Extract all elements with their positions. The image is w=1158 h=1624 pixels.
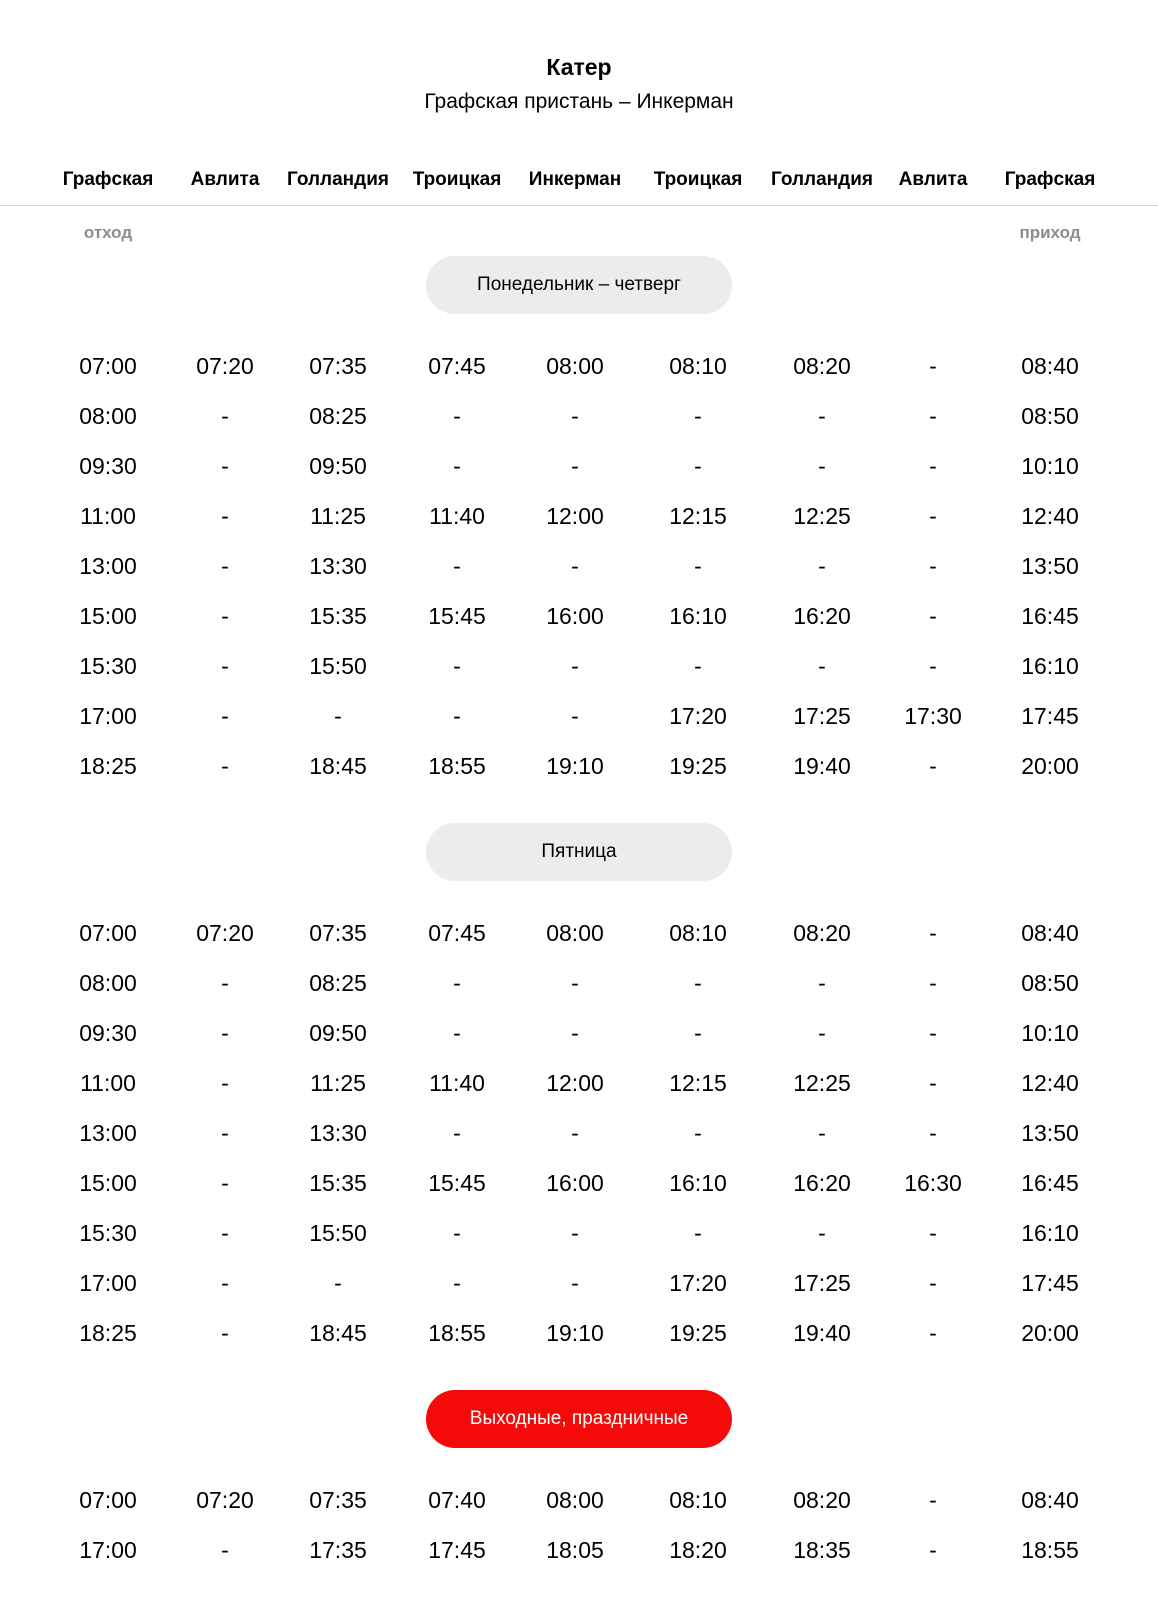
departure-label: отход (83, 223, 133, 242)
time-cell: - (929, 1487, 937, 1513)
time-cell: - (929, 553, 937, 579)
time-cell: 07:35 (309, 1487, 367, 1513)
time-cell: - (453, 970, 461, 996)
time-cell: - (818, 553, 826, 579)
time-cell: 08:20 (793, 920, 851, 946)
time-cell: - (929, 503, 937, 529)
time-cell: 16:45 (1021, 603, 1079, 629)
station-header: Графская (62, 169, 154, 190)
time-cell: 08:00 (546, 920, 604, 946)
station-header: Графская (1004, 169, 1096, 190)
time-cell: 17:45 (1021, 703, 1079, 729)
time-cell: 07:35 (309, 920, 367, 946)
time-cell: 19:25 (669, 1320, 727, 1346)
time-cell: - (221, 753, 229, 779)
time-cell: 09:30 (79, 453, 137, 479)
time-cell: 17:00 (79, 703, 137, 729)
station-header: Троицкая (653, 169, 743, 190)
time-cell: 17:25 (793, 703, 851, 729)
time-cell: 13:50 (1021, 1120, 1079, 1146)
time-cell: - (221, 1270, 229, 1296)
time-cell: 11:40 (429, 1070, 485, 1096)
time-cell: - (818, 403, 826, 429)
time-cell: - (334, 703, 342, 729)
time-cell: 08:25 (309, 970, 367, 996)
time-cell: 07:00 (79, 353, 137, 379)
time-cell: - (453, 553, 461, 579)
time-cell: 08:50 (1021, 403, 1079, 429)
time-cell: 16:20 (793, 1170, 851, 1196)
time-cell: 15:50 (309, 653, 367, 679)
station-header: Инкерман (528, 169, 622, 190)
time-cell: 18:05 (546, 1537, 604, 1563)
time-cell: - (571, 970, 579, 996)
time-cell: 18:35 (793, 1537, 851, 1563)
time-cell: 08:50 (1021, 970, 1079, 996)
time-cell: - (221, 703, 229, 729)
time-cell: - (453, 1220, 461, 1246)
time-cell: 07:00 (79, 1487, 137, 1513)
time-cell: 08:40 (1021, 1487, 1079, 1513)
time-cell: - (929, 1320, 937, 1346)
time-cell: 09:50 (309, 453, 367, 479)
time-cell: 19:25 (669, 753, 727, 779)
time-cell: - (571, 703, 579, 729)
day-type-pill: Пятница (426, 823, 732, 881)
time-cell: 17:00 (79, 1270, 137, 1296)
route-subtitle: Графская пристань – Инкерман (424, 90, 734, 113)
time-cell: - (818, 1120, 826, 1146)
time-cell: 07:20 (196, 353, 254, 379)
time-cell: 15:00 (79, 603, 137, 629)
time-cell: 13:30 (309, 553, 367, 579)
time-cell: 08:00 (546, 1487, 604, 1513)
time-cell: - (453, 653, 461, 679)
time-cell: 09:50 (309, 1020, 367, 1046)
time-cell: - (221, 1170, 229, 1196)
time-cell: 15:50 (309, 1220, 367, 1246)
station-header-row (0, 166, 1158, 194)
time-cell: - (694, 653, 702, 679)
time-cell: 18:20 (669, 1537, 727, 1563)
station-header: Троицкая (412, 169, 502, 190)
time-cell: 15:45 (428, 1170, 486, 1196)
time-cell: - (571, 403, 579, 429)
time-cell: 08:25 (309, 403, 367, 429)
time-cell: 07:45 (428, 920, 486, 946)
station-header: Голландия (771, 169, 873, 190)
time-cell: - (818, 970, 826, 996)
time-cell: - (694, 453, 702, 479)
time-cell: - (221, 453, 229, 479)
time-cell: - (221, 403, 229, 429)
page-title: Катер (546, 54, 612, 80)
time-cell: - (571, 1220, 579, 1246)
time-cell: 17:20 (669, 1270, 727, 1296)
time-cell: - (571, 1020, 579, 1046)
time-cell: 08:00 (79, 970, 137, 996)
time-cell: - (453, 703, 461, 729)
time-cell: 08:10 (669, 353, 727, 379)
time-cell: 07:45 (428, 353, 486, 379)
time-cell: 18:25 (79, 753, 137, 779)
time-cell: 16:10 (669, 1170, 727, 1196)
time-cell: 19:10 (546, 1320, 604, 1346)
time-cell: 17:35 (309, 1537, 367, 1563)
time-cell: 16:30 (904, 1170, 962, 1196)
time-cell: 08:40 (1021, 920, 1079, 946)
time-cell: 07:00 (79, 920, 137, 946)
time-cell: - (929, 403, 937, 429)
time-cell: - (929, 1120, 937, 1146)
time-cell: 07:40 (428, 1487, 486, 1513)
time-cell: - (571, 553, 579, 579)
time-cell: 11:25 (310, 503, 366, 529)
time-cell: 18:25 (79, 1320, 137, 1346)
time-cell: - (571, 453, 579, 479)
time-cell: - (221, 1120, 229, 1146)
time-cell: - (221, 1020, 229, 1046)
time-cell: - (694, 1120, 702, 1146)
time-cell: - (221, 1070, 229, 1096)
time-cell: 16:00 (546, 1170, 604, 1196)
time-cell: - (453, 453, 461, 479)
time-cell: 08:00 (79, 403, 137, 429)
time-cell: 13:00 (79, 553, 137, 579)
time-cell: 20:00 (1021, 753, 1079, 779)
time-cell: 11:00 (80, 503, 136, 529)
time-cell: 17:25 (793, 1270, 851, 1296)
time-cell: 07:35 (309, 353, 367, 379)
time-cell: - (453, 1120, 461, 1146)
time-cell: - (929, 353, 937, 379)
time-cell: 08:20 (793, 1487, 851, 1513)
time-cell: 20:00 (1021, 1320, 1079, 1346)
header-divider (0, 205, 1158, 206)
time-cell: 13:30 (309, 1120, 367, 1146)
time-cell: 12:25 (793, 503, 851, 529)
time-cell: 12:40 (1021, 1070, 1079, 1096)
time-cell: 19:40 (793, 1320, 851, 1346)
time-cell: 11:00 (80, 1070, 136, 1096)
time-cell: 08:10 (669, 1487, 727, 1513)
time-cell: - (694, 403, 702, 429)
time-cell: 12:00 (546, 1070, 604, 1096)
time-cell: - (929, 603, 937, 629)
time-cell: 15:45 (428, 603, 486, 629)
time-cell: 18:55 (428, 753, 486, 779)
time-cell: - (818, 1020, 826, 1046)
time-cell: 15:00 (79, 1170, 137, 1196)
time-cell: 15:35 (309, 1170, 367, 1196)
time-cell: - (929, 453, 937, 479)
time-cell: 12:00 (546, 503, 604, 529)
time-cell: 08:20 (793, 353, 851, 379)
time-cell: - (694, 1220, 702, 1246)
station-header: Авлита (190, 169, 260, 190)
time-cell: - (929, 1220, 937, 1246)
time-cell: 15:30 (79, 1220, 137, 1246)
time-cell: 16:45 (1021, 1170, 1079, 1196)
time-cell: - (929, 1070, 937, 1096)
time-cell: 08:10 (669, 920, 727, 946)
time-cell: 17:30 (904, 703, 962, 729)
time-cell: 11:40 (429, 503, 485, 529)
time-cell: 16:00 (546, 603, 604, 629)
time-cell: 17:00 (79, 1537, 137, 1563)
time-cell: 08:40 (1021, 353, 1079, 379)
time-cell: 13:50 (1021, 553, 1079, 579)
time-cell: - (929, 753, 937, 779)
time-cell: 12:25 (793, 1070, 851, 1096)
time-cell: - (221, 1320, 229, 1346)
time-cell: - (221, 553, 229, 579)
time-cell: - (929, 1270, 937, 1296)
time-cell: 07:20 (196, 920, 254, 946)
time-cell: 11:25 (310, 1070, 366, 1096)
time-cell: - (929, 1537, 937, 1563)
time-cell: - (221, 970, 229, 996)
time-cell: 18:55 (428, 1320, 486, 1346)
time-cell: - (694, 553, 702, 579)
time-cell: - (818, 653, 826, 679)
time-cell: 16:20 (793, 603, 851, 629)
time-cell: 17:45 (1021, 1270, 1079, 1296)
time-cell: 15:30 (79, 653, 137, 679)
time-cell: - (694, 1020, 702, 1046)
time-cell: - (929, 1020, 937, 1046)
time-cell: - (221, 1220, 229, 1246)
arrival-label: приход (1019, 223, 1081, 242)
time-cell: - (221, 1537, 229, 1563)
day-type-pill: Понедельник – четверг (426, 256, 732, 314)
time-cell: 12:15 (669, 1070, 727, 1096)
station-header: Авлита (898, 169, 968, 190)
time-cell: 12:15 (669, 503, 727, 529)
time-cell: 13:00 (79, 1120, 137, 1146)
time-cell: - (453, 1270, 461, 1296)
time-cell: 16:10 (1021, 653, 1079, 679)
time-cell: - (221, 503, 229, 529)
time-cell: - (571, 653, 579, 679)
day-type-pill: Выходные, праздничные (426, 1390, 732, 1448)
time-cell: 09:30 (79, 1020, 137, 1046)
time-cell: - (929, 653, 937, 679)
time-cell: 10:10 (1021, 453, 1079, 479)
time-cell: - (453, 403, 461, 429)
time-cell: 15:35 (309, 603, 367, 629)
time-cell: 08:00 (546, 353, 604, 379)
time-cell: 19:40 (793, 753, 851, 779)
time-cell: 17:45 (428, 1537, 486, 1563)
time-cell: 12:40 (1021, 503, 1079, 529)
time-cell: 10:10 (1021, 1020, 1079, 1046)
time-cell: - (334, 1270, 342, 1296)
time-cell: - (929, 970, 937, 996)
time-cell: 18:45 (309, 1320, 367, 1346)
time-cell: 17:20 (669, 703, 727, 729)
station-header: Голландия (287, 169, 389, 190)
time-cell: - (694, 970, 702, 996)
time-cell: 18:45 (309, 753, 367, 779)
time-cell: - (453, 1020, 461, 1046)
time-cell: 16:10 (1021, 1220, 1079, 1246)
time-cell: 07:20 (196, 1487, 254, 1513)
time-cell: - (818, 1220, 826, 1246)
time-cell: 16:10 (669, 603, 727, 629)
time-cell: - (221, 653, 229, 679)
time-cell: - (818, 453, 826, 479)
time-cell: 18:55 (1021, 1537, 1079, 1563)
time-cell: - (929, 920, 937, 946)
time-cell: 19:10 (546, 753, 604, 779)
time-cell: - (221, 603, 229, 629)
time-cell: - (571, 1270, 579, 1296)
time-cell: - (571, 1120, 579, 1146)
